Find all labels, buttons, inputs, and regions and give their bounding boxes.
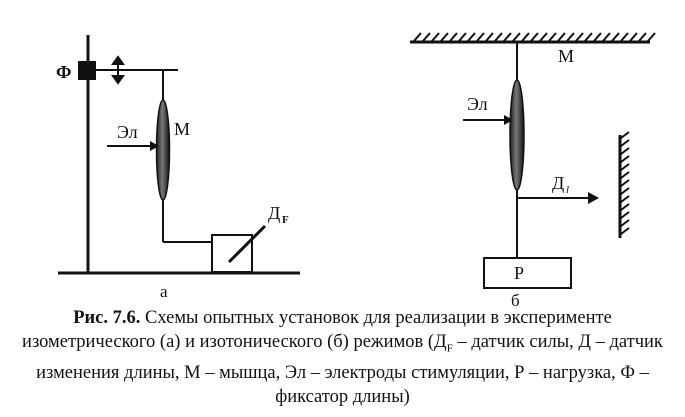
load-box <box>484 258 571 288</box>
muscle-label-a: М <box>174 119 191 139</box>
electrode-arrow-b <box>463 115 513 125</box>
hatch-mark <box>504 33 511 41</box>
hatch-mark <box>612 33 619 41</box>
muscle-a <box>157 100 170 200</box>
hatch-mark <box>468 33 475 41</box>
length-sensor-arrow <box>517 192 599 204</box>
hatch-mark <box>432 33 439 41</box>
length-sensor-label-sub: l <box>566 184 570 196</box>
length-sensor-label: Д <box>552 173 565 193</box>
hatch-mark <box>558 33 565 41</box>
hatch-mark <box>630 33 637 41</box>
force-sensor-label-sub: F <box>282 214 289 226</box>
hatch-mark <box>540 33 547 41</box>
hatch-mark <box>648 33 655 41</box>
hatch-mark <box>414 33 421 41</box>
hatch-mark <box>621 156 629 162</box>
force-sensor-label: Д <box>268 203 281 223</box>
electrode-label-b: Эл <box>467 94 488 114</box>
panel-b-label: б <box>511 291 520 310</box>
fixator-block <box>78 61 96 80</box>
hatch-mark <box>621 196 629 202</box>
hatch-mark <box>621 164 629 170</box>
hatch-mark <box>621 180 629 186</box>
panel-b <box>410 33 655 310</box>
hatch-mark <box>486 33 493 41</box>
hatch-mark <box>513 33 520 41</box>
caption-label: Рис. 7.6. <box>73 308 141 328</box>
muscle-b <box>510 80 524 190</box>
hatch-mark <box>495 33 502 41</box>
electrode-arrow-a <box>107 141 159 151</box>
hatch-mark <box>549 33 556 41</box>
panel-a <box>56 35 300 301</box>
muscle-label-b: М <box>558 46 575 66</box>
hatch-mark <box>594 33 601 41</box>
ceiling-hatching <box>414 33 655 41</box>
hatch-mark <box>621 220 629 226</box>
caption-text-part2: – датчик силы, Д – датчик изменения длины, М – мышца, Эл – электроды стимуляции, Р – нагрузка, Ф – фиксатор длины) <box>36 332 663 407</box>
hatch-mark <box>621 132 629 138</box>
hatch-mark <box>621 172 629 178</box>
hatch-mark <box>585 33 592 41</box>
hatch-mark <box>639 33 646 41</box>
hatch-mark <box>621 140 629 146</box>
hatch-mark <box>621 188 629 194</box>
electrode-label-a: Эл <box>117 122 138 142</box>
hatch-mark <box>621 212 629 218</box>
hatch-mark <box>621 148 629 154</box>
figure-caption <box>10 306 675 409</box>
hatch-mark <box>450 33 457 41</box>
caption-text-part1: Схемы опытных установок для реализации в эксперименте изометрического (а) и изотонического (б) режимов (Д <box>22 308 612 352</box>
hatch-mark <box>441 33 448 41</box>
hatch-mark <box>567 33 574 41</box>
hatch-mark <box>522 33 529 41</box>
hatch-mark <box>531 33 538 41</box>
hatch-mark <box>459 33 466 41</box>
force-sensor-box <box>212 235 252 272</box>
panel-a-label: а <box>160 282 168 301</box>
hatch-mark <box>621 33 628 41</box>
hatch-mark <box>621 204 629 210</box>
hatch-mark <box>603 33 610 41</box>
fixator-label: Ф <box>56 62 72 82</box>
side-wall-hatching <box>621 132 629 234</box>
hatch-mark <box>423 33 430 41</box>
hatch-mark <box>576 33 583 41</box>
hatch-mark <box>477 33 484 41</box>
load-label: Р <box>513 263 525 283</box>
hatch-mark <box>621 228 629 234</box>
caption-subscript: F <box>446 342 453 355</box>
